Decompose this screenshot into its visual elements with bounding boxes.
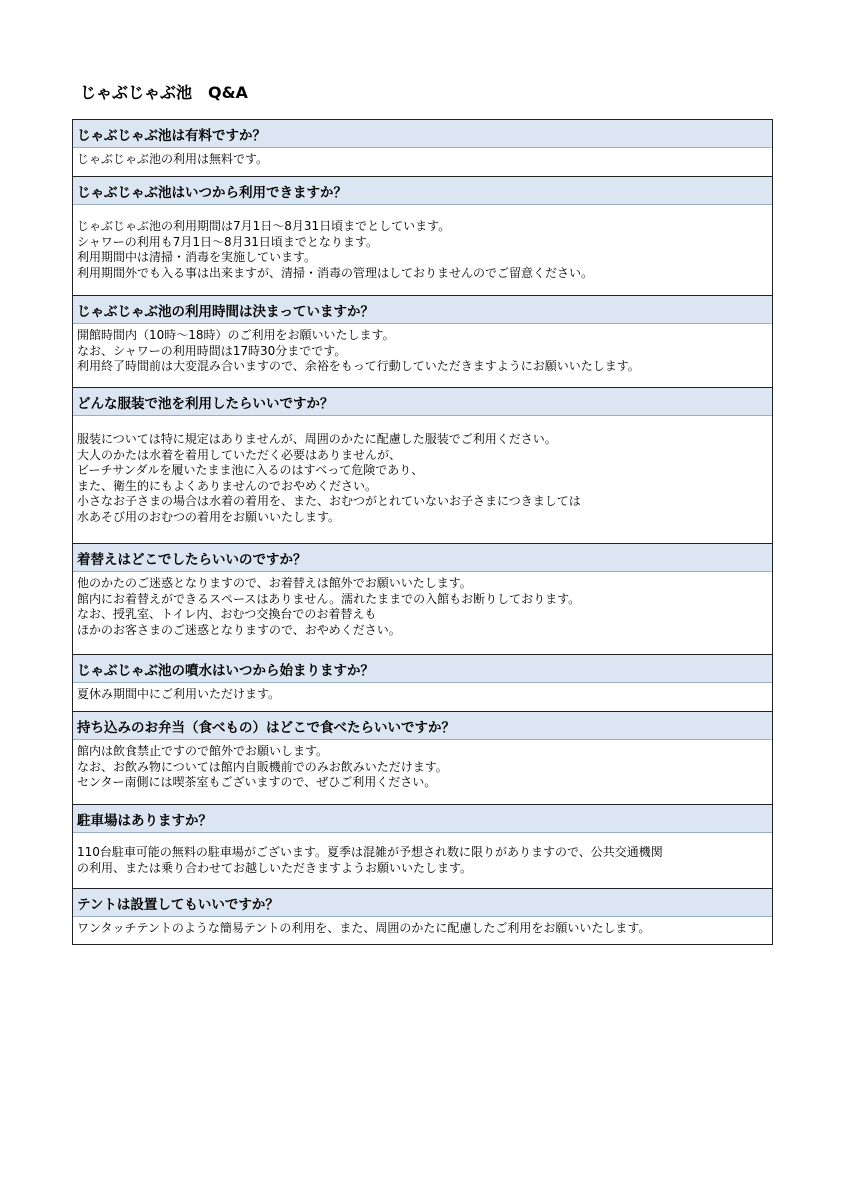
answer-line: 利用終了時間前は大変混み合いますので、余裕をもって行動していただきますようにお願いいたします。 <box>77 359 640 373</box>
answer-line: 利用期間外でも入る事は出来ますが、清掃・消毒の管理はしておりませんのでご留意ください。 <box>77 265 594 280</box>
faq-item <box>73 544 772 655</box>
answer-line: 利用期間中は清掃・消毒を実施しています。 <box>77 250 317 264</box>
answer-line: ビーチサンダルを履いたまま池に入るのはすべって危険であり、 <box>77 463 424 477</box>
faq-item <box>73 296 772 388</box>
answer-line: 開館時間内（10時～18時）のご利用をお願いいたします。 <box>77 328 395 342</box>
faq-question: 駐車場はありますか？ <box>73 805 772 833</box>
page-title: じゃぶじゃぶ池 Q&A <box>80 83 248 102</box>
faq-question: じゃぶじゃぶ池の利用時間は決まっていますか？ <box>73 296 772 324</box>
faq-answer <box>73 740 772 804</box>
answer-line: シャワーの利用も7月1日～8月31日頃までとなります。 <box>77 234 378 249</box>
answer-line: 館内は飲食禁止ですので館外でお願いします。 <box>77 744 329 758</box>
faq-answer <box>73 683 772 711</box>
answer-line: 館内にお着替えができるスペースはありません。濡れたままでの入館もお断りしております。 <box>77 591 581 606</box>
faq-item <box>73 177 772 296</box>
answer-line: なお、シャワーの利用時間は17時30分までです。 <box>77 343 347 358</box>
faq-question: 持ち込みのお弁当（食べもの）はどこで食べたらいいですか？ <box>73 712 772 740</box>
answer-line: 大人のかたは水着を着用していただく必要はありませんが、 <box>77 447 402 462</box>
answer-line: じゃぶじゃぶ池の利用は無料です。 <box>77 152 269 166</box>
faq-question: テントは設置してもいいですか？ <box>73 889 772 917</box>
faq-answer <box>73 148 772 176</box>
answer-line: の利用、または乗り合わせてお越しいただきますようお願いいたします。 <box>77 860 473 875</box>
faq-table <box>72 119 773 945</box>
faq-question: じゃぶじゃぶ池の噴水はいつから始まりますか？ <box>73 655 772 683</box>
faq-question: じゃぶじゃぶ池は有料ですか？ <box>73 120 772 148</box>
faq-item <box>73 388 772 544</box>
answer-line: なお、授乳室、トイレ内、おむつ交換台でのお着替えも <box>77 607 377 621</box>
faq-question: どんな服装で池を利用したらいいですか？ <box>73 388 772 416</box>
answer-line: 小さなお子さまの場合は水着の着用を、また、おむつがとれていないお子さまにつきましては <box>77 494 581 508</box>
faq-item <box>73 712 772 805</box>
answer-line: 水あそび用のおむつの着用をお願いいたします。 <box>77 509 341 524</box>
faq-question: じゃぶじゃぶ池はいつから利用できますか？ <box>73 177 772 205</box>
answer-line: センター南側には喫茶室もございますので、ぜひご利用ください。 <box>77 775 437 789</box>
faq-answer <box>73 572 772 654</box>
answer-line: 他のかたのご迷惑となりますので、お着替えは館外でお願いいたします。 <box>77 576 472 590</box>
answer-line: また、衛生的にもよくありませんのでおやめください。 <box>77 478 378 493</box>
answer-line: 110台駐車可能の無料の駐車場がございます。夏季は混雑が予想され数に限りがありますので、公共交通機関 <box>77 845 663 859</box>
faq-item <box>73 120 772 177</box>
faq-item <box>73 889 772 944</box>
answer-line: じゃぶじゃぶ池の利用期間は7月1日～8月31日頃までとしています。 <box>77 219 451 233</box>
faq-answer <box>73 205 772 295</box>
faq-answer <box>73 917 772 944</box>
faq-question: 着替えはどこでしたらいいのですか？ <box>73 544 772 572</box>
answer-line: 服装については特に規定はありませんが、周囲のかたに配慮した服装でご利用ください。 <box>77 432 557 446</box>
answer-line: ほかのお客さまのご迷惑となりますので、おやめください。 <box>77 622 401 637</box>
answer-line: 夏休み期間中にご利用いただけます。 <box>77 687 281 701</box>
faq-answer <box>73 833 772 888</box>
faq-item <box>73 655 772 712</box>
answer-line: なお、お飲み物については館内自販機前でのみお飲みいただけます。 <box>77 759 448 774</box>
faq-answer <box>73 416 772 543</box>
faq-answer <box>73 324 772 387</box>
answer-line: ワンタッチテントのような簡易テントの利用を、また、周囲のかたに配慮したご利用をお願いいたします。 <box>77 921 651 935</box>
faq-item <box>73 805 772 889</box>
